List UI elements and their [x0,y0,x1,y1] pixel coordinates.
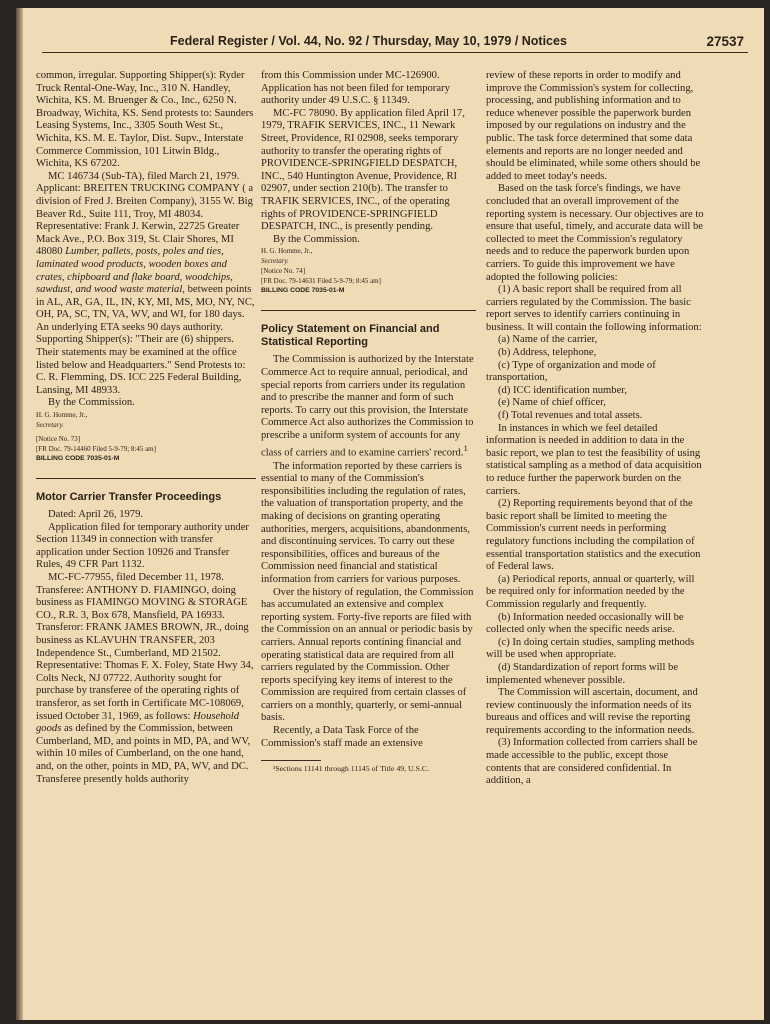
policy-1f: (f) Total revenues and total assets. [498,410,643,422]
signer-title: Secretary. [36,421,64,430]
paragraph-recently: Recently, a Data Task Force of the Commission's staff made an extensive [261,725,423,749]
paragraph-continued: from this Commission under MC-126900. Application has not been filed for temporary authority under 49 U.S.C. § 11349. [261,70,450,107]
paragraph-mcfc78090: MC-FC 78090. By application filed April 17, 1979, TRAFIK SERVICES, INC., 11 Newark Street, Providence, RI 02908, seeks temporary authority to transfer the operating rights of PROVIDENCE-SPRINGFIELD DESPATCH, INC., 540 Huntington Avenue, Providence, RI 02907, under section 210(b). The transfer to TRAFIK SERVICES, INC., of the operating rights of PROVIDENCE-SPRINGFIELD DESPATCH, INC., is presently pending. [261,107,465,233]
notice-number: [Notice No. 74] [261,267,306,276]
binding-spine [16,8,23,1020]
paragraph-history: Over the history of regulation, the Commission has accumulated an extensive and complex reporting system. Forty-five reports are filed with the Commission on an annual or periodic basis by carriers. Annual reports contining financial and operating statistical data are required from all carriers regulated by the Commission. Other reports specifying key items of interest to the Commission are required from certain classes of carriers on a monthly, quarterly, or semi-annual basis. [261,586,474,724]
by-commission: By the Commission. [48,397,135,409]
mc146734-rest: between points in AL, AR, GA, IL, IN, KY, MI, MS, MO, NY, NC, OH, PA, SC, TN, VA, WV, and WI, for 180 days. An underlying ETA seeks 90 days authority. Supporting Shipper(s): "Their are (6) shippers. Their statements may be examined at the office listed below and Headquarters." Send Protests to: C. R. Flemming, DS. ICC 225 Federal Building, Lansing, MI 48933. [36,284,255,396]
policy-2b: (b) Information needed occasionally will be collected only when the specific needs arise. [486,611,684,636]
policy-1a: (a) Name of the carrier, [498,334,598,346]
policy-1c: (c) Type of organization and mode of transportation, [486,359,656,384]
paragraph-mcfc77955 [36,572,256,786]
billing-code: BILLING CODE 7035-01-M [261,287,345,295]
page-number: 27537 [706,34,744,49]
footnote: ¹Sections 11141 through 11145 of Title 49, U.S.C. [273,764,430,774]
paragraph-review: review of these reports in order to modify and improve the Commission's system for collecting, processing, and publishing information and to reduce whenever possible the paperwork burden imposed by our regulations on industry and the public. The task force determined that some data elements and reports are no longer needed and should be eliminated, while some others should be added to meet today's needs. [486,70,701,182]
mcfc77955-goods: Household goods [36,710,240,735]
billing-code: BILLING CODE 7035-01-M [36,455,120,463]
paragraph-information: The information reported by these carriers is essential to many of the Commission's responsibilities including the regulation of rates, the valuation of transportation property, and the making of decisions on granting operating authorities, mergers, acquisitions, abandonments, and discontinuing services. To carry out these responsibilities, offices and bureaus of the Commission need financial and statistical information from carriers for various purposes. [261,460,470,585]
policy-1: (1) A basic report shall be required from all carriers regulated by the Commission. The basic report serves to identify carriers continuing in business. It will contain the following information: [486,284,702,333]
column-left [36,70,256,786]
section-title: Policy Statement on Financial and Statistical Reporting [261,323,440,349]
policy-2: (2) Reporting requirements beyond that of the basic report shall be limited to meeting the Commission's current needs in performing regulatory functions including the compilation of essential transportation statistics and the execution of Federal laws. [486,498,701,573]
paragraph-common: common, irregular. Supporting Shipper(s): Ryder Truck Rental-One-Way, Inc., 310 N. Handley, Wichita, KS. M. Bruenger & Co., Inc., 6250 N. Broadway, Wichita, KS. Send protests to: Saunders Leasing Systems, Inc., 3305 South West St., Wichita, KS. M. E. Taylor, Dist. Supv., Interstate Commerce Commission, 101 Litwin Bldg., Wichita, KS 67202. [36,70,254,170]
paragraph-based: Based on the task force's findings, we have concluded that an overall improvement of the reporting system is necessary. Our objectives are to ensure that useful, timely, and accurate data will be collected to meet the Commission's regulatory needs and to reduce the paperwork burden upon carriers. To guide this improvement we have adopted the following policies: [486,183,704,283]
paragraph-instances: In instances in which we feel detailed information is needed in addition to data in the basic report, we plan to test the feasibility of using statistical sampling as a method of data acquisition to reduce further the paperwork burden on the carriers. [486,422,702,497]
mcfc77955-text: MC-FC-77955, filed December 11, 1978. Transferee: ANTHONY D. FIAMINGO, doing business as FIAMINGO MOVING & STORAGE CO., R.R. 3, Box 678, Mansfield, PA 16933. Transferor: FRANK JAMES BROWN, JR., doing business as KLAVUHN TRANSFER, 203 Independence St., Cumberland, MD 21502. Representative: Thomas F. X. Foley, State Hwy 34, Colts Neck, NJ 07722. Authority sought for purchase by transferee of the operating rights of transferor, as set forth in Certificate MC-108069, issued October 31, 1969, as follows: [36,572,254,722]
mcfc77955-rest: as defined by the Commission, between Cumberland, MD, and points in MD, PA, and WV, within 10 miles of Cumberland, on the one hand, and, on the other, points in MD, PA, WV, and DC. Transferee presently holds authority [36,723,251,785]
column-middle [261,70,476,774]
document-page [16,8,764,1020]
policy-1d: (d) ICC identification number, [498,384,628,396]
paragraph-ascertain: The Commission will ascertain, document, and review continuously the information needs of its bureaus and offices and will revise the reporting requirements according to the information needs. [486,687,698,736]
policy-3: (3) Information collected from carriers shall be made accessible to the public, except those contents that are considered confidential. In addition, a [486,737,698,787]
footnote-marker: 1 [463,443,468,454]
section-divider [261,310,476,311]
mc146734-text: MC 146734 (Sub-TA), filed March 21, 1979. Applicant: BREITEN TRUCKING COMPANY ( a division of Fred J. Breiten Company), 3155 W. Big Beaver Rd., Suite 111, Troy, MI 48034. Representative: Frank J. Kerwin, 22725 Greater Mack Ave., P.O. Box 319, St. Clair Shores, MI 48080 [36,170,254,258]
section-divider [36,478,256,479]
fr-doc: [FR Doc. 79-14460 Filed 5-9-79; 8:45 am] [36,445,156,454]
signer-name: H. G. Homme, Jr., [261,247,313,256]
dated-line: Dated: April 26, 1979. [48,509,144,521]
signer-title: Secretary. [261,257,289,266]
paragraph-mc146734 [36,171,256,398]
authorized-text: The Commission is authorized by the Interstate Commerce Act to require annual, periodical, and special reports from carriers under its regulation and to prescribe the manner and form of such reports. To carry out this provision, the Interstate Commerce Act also authorizes the Commission to prescribe a uniform system of accounts for any class of carriers and to examine carriers' record. [261,354,474,459]
mc146734-goods: Lumber, pallets, posts, poles and ties, laminated wood products, wooden boxes and crates, chipboard and flake board, woodchips, sawdust, and wood waste material, [36,246,233,296]
notice-number: [Notice No. 73] [36,435,81,444]
by-commission: By the Commission. [273,233,360,245]
policy-1b: (b) Address, telephone, [498,347,597,359]
paragraph-authorized [261,354,476,460]
section-title: Motor Carrier Transfer Proceedings [36,491,222,504]
footnote-rule [261,760,321,761]
policy-2d: (d) Standardization of report forms will be implemented whenever possible. [486,661,679,686]
paragraph-application: Application filed for temporary authority under Section 11349 in connection with transfer application under Section 10926 and Transfer Rules, 49 CFR Part 1132. [36,521,249,571]
policy-1e: (e) Name of chief officer, [498,397,606,409]
running-head: Federal Register / Vol. 44, No. 92 / Thursday, May 10, 1979 / Notices [170,34,567,48]
signer-name: H. G. Homme, Jr., [36,411,88,420]
policy-2a: (a) Periodical reports, annual or quarterly, will be required only for information needed by the Commission regularly and frequently. [486,573,695,610]
policy-2c: (c) In doing certain studies, sampling methods will be used when appropriate. [486,636,695,661]
fr-doc: [FR Doc. 79-14631 Filed 5-9-79; 8:45 am] [261,277,381,286]
page-header [42,32,748,53]
column-right [486,70,706,788]
